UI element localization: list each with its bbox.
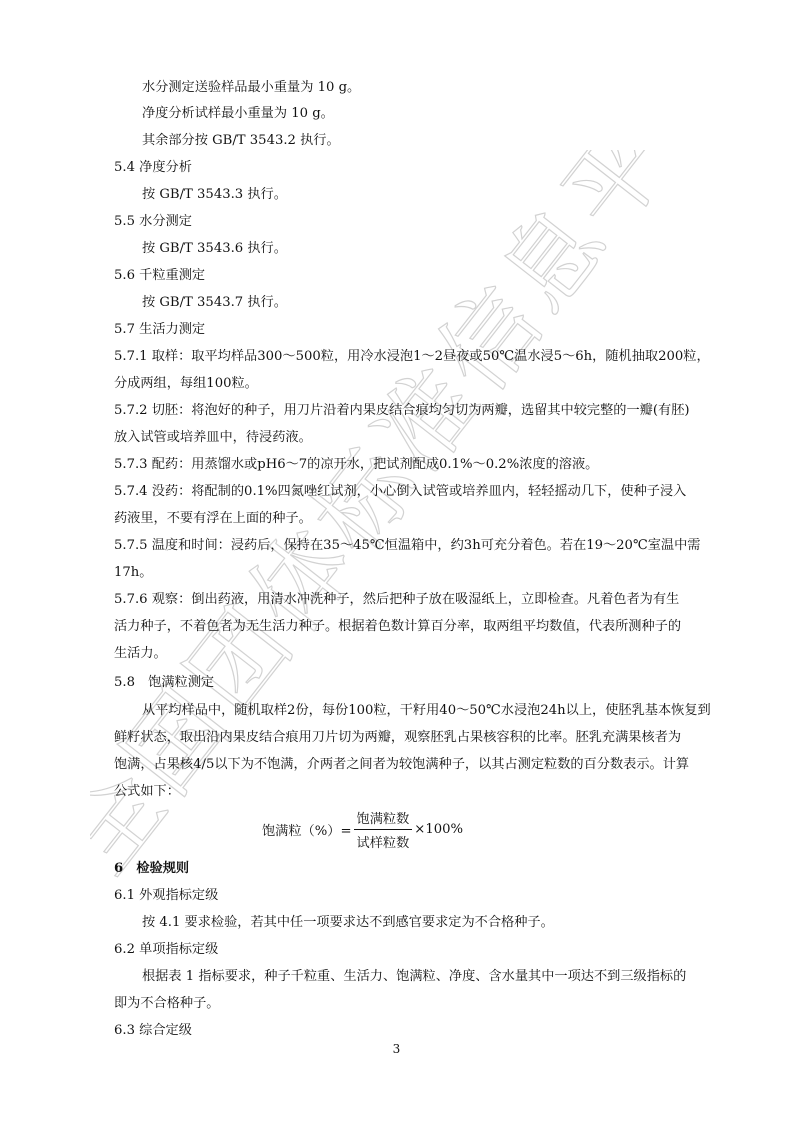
- section-heading-6-3: 6.3 综合定级: [114, 1023, 192, 1038]
- formula-denominator: 试样粒数: [356, 835, 410, 851]
- paragraph-line: 按 GB/T 3543.6 执行。: [142, 241, 287, 256]
- paragraph-line: 按 GB/T 3543.7 执行。: [142, 295, 287, 310]
- formula-fraction: [354, 808, 413, 851]
- section-heading-5-8: 5.8 饱满粒测定: [114, 675, 215, 690]
- paragraph-line: 从平均样品中，随机取样2份，每份100粒，干籽用40～50℃水浸泡24h以上，使胚乳基本恢复到: [142, 703, 711, 718]
- paragraph-line: 药液里，不要有浮在上面的种子。: [114, 511, 312, 526]
- paragraph-line: 5.7.2 切胚：将泡好的种子，用刀片沿着内果皮结合痕均匀切为两瓣，选留其中较完整的一瓣(有胚): [114, 403, 690, 418]
- paragraph-line: 公式如下：: [114, 784, 180, 799]
- section-heading-6-2: 6.2 单项指标定级: [114, 942, 219, 957]
- paragraph-line: 饱满，占果核4/5以下为不饱满，介两者之间者为较饱满种子，以其占测定粒数的百分数表示。计算: [114, 757, 690, 772]
- formula-lhs: 饱满粒（%）=: [262, 823, 352, 839]
- paragraph-line: 水分测定送验样品最小重量为 10 g。: [142, 80, 361, 95]
- section-heading-5-7: 5.7 生活力测定: [114, 322, 206, 337]
- paragraph-line: 5.7.1 取样：取平均样品300～500粒，用冷水浸泡1～2昼夜或50℃温水浸5～6h，随机抽取200粒，: [114, 349, 710, 364]
- formula-numerator: 饱满粒数: [354, 808, 413, 830]
- section-heading-6-1: 6.1 外观指标定级: [114, 888, 219, 903]
- paragraph-line: 其余部分按 GB/T 3543.2 执行。: [142, 133, 340, 148]
- page-number: 3: [392, 1042, 401, 1056]
- paragraph-line: 5.7.4 没药：将配制的0.1%四氮唑红试剂，小心倒入试管或培养皿内，轻轻摇动几下，使种子浸入: [114, 484, 687, 499]
- paragraph-line: 放入试管或培养皿中，待浸药液。: [114, 430, 312, 445]
- paragraph-line: 5.7.3 配药：用蒸馏水或pH6～7的凉开水，把试剂配成0.1%～0.2%浓度的溶液。: [114, 457, 599, 472]
- paragraph-line: 5.7.5 温度和时间：浸药后，保持在35～45℃恒温箱中，约3h可充分着色。若在19～20℃室温中需: [114, 538, 701, 553]
- paragraph-line: 根据表 1 指标要求，种子千粒重、生活力、饱满粒、净度、含水量其中一项达不到三级指标的: [142, 969, 687, 984]
- chapter-heading-6: 6 检验规则: [114, 861, 190, 876]
- paragraph-line: 按 GB/T 3543.3 执行。: [142, 187, 287, 202]
- paragraph-line: 活力种子，不着色者为无生活力种子。根据着色数计算百分率，取两组平均数值，代表所测种子的: [114, 619, 682, 634]
- section-heading-5-6: 5.6 千粒重测定: [114, 268, 206, 283]
- paragraph-line: 17h。: [114, 565, 153, 580]
- formula: [262, 806, 463, 852]
- section-heading-5-5: 5.5 水分测定: [114, 214, 192, 229]
- section-heading-5-4: 5.4 净度分析: [114, 160, 192, 175]
- paragraph-line: 即为不合格种子。: [114, 996, 220, 1011]
- paragraph-line: 鲜籽状态，取出沿内果皮结合痕用刀片切为两瓣，观察胚乳占果核容积的比率。胚乳充满果核者为: [114, 730, 682, 745]
- paragraph-line: 分成两组，每组100粒。: [114, 376, 258, 391]
- watermark-text: 全国团体标准信息平台: [90, 150, 700, 895]
- formula-rhs: ×100%: [414, 821, 464, 837]
- paragraph-line: 净度分析试样最小重量为 10 g。: [142, 106, 334, 121]
- paragraph-line: 生活力。: [114, 646, 167, 661]
- paragraph-line: 按 4.1 要求检验，若其中任一项要求达不到感官要求定为不合格种子。: [142, 915, 554, 930]
- paragraph-line: 5.7.6 观察：倒出药液，用清水冲洗种子，然后把种子放在吸湿纸上，立即检查。凡着色者为有生: [114, 592, 680, 607]
